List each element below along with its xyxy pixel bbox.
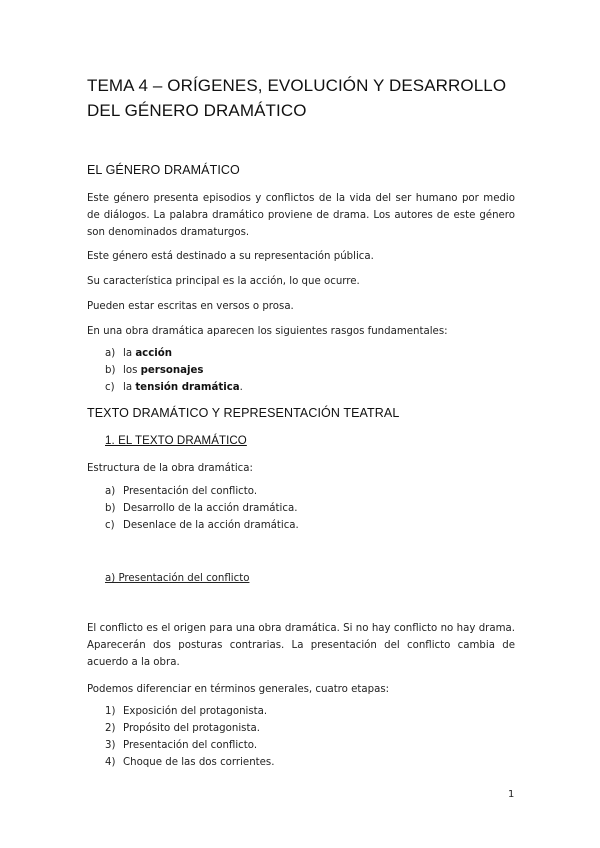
list-item-trait: a) la acción — [105, 348, 173, 359]
paragraph-estructura: Estructura de la obra dramática: — [87, 463, 253, 474]
paragraph-rasgos: En una obra dramática aparecen los siguientes rasgos fundamentales: — [87, 326, 448, 337]
list-item-stage: 3) Presentación del conflicto. — [105, 740, 258, 751]
paragraph-verso-prosa: Pueden estar escritas en versos o prosa. — [87, 301, 294, 312]
paragraph-destinado: Este género está destinado a su representación pública. — [87, 251, 374, 262]
document-title: TEMA 4 – ORÍGENES, EVOLUCIÓN Y DESARROLLO DEL GÉNERO DRAMÁTICO — [87, 76, 507, 120]
list-item-structure: a) Presentación del conflicto. — [105, 486, 258, 497]
list-item-structure: c) Desenlace de la acción dramática. — [105, 520, 299, 531]
paragraph-etapas: Podemos diferenciar en términos generales, cuatro etapas: — [87, 684, 390, 695]
list-item-stage: 1) Exposición del protagonista. — [105, 706, 268, 717]
section-heading-genero: EL GÉNERO DRAMÁTICO — [87, 163, 240, 177]
paragraph-caracteristica: Su característica principal es la acción, lo que ocurre. — [87, 276, 360, 287]
subsection-presentacion-conflicto: a) Presentación del conflicto — [105, 573, 250, 584]
paragraph-genero-intro: Este género presenta episodios y conflictos de la vida del ser humano por medio de diálogos. La palabra dramático proviene de drama. Los autores de este género son denominados dramaturgos. — [87, 193, 515, 238]
list-item-trait: b) los personajes — [105, 365, 204, 376]
list-item-stage: 4) Choque de las dos corrientes. — [105, 757, 275, 768]
section-heading-texto: TEXTO DRAMÁTICO Y REPRESENTACIÓN TEATRAL — [87, 406, 400, 420]
page-number: 1 — [508, 789, 515, 800]
list-item-stage: 2) Propósito del protagonista. — [105, 723, 260, 734]
list-item-trait: c) la tensión dramática. — [105, 382, 243, 393]
subheading-texto-dramatico: 1. EL TEXTO DRAMÁTICO — [105, 435, 247, 447]
paragraph-conflicto: El conflicto es el origen para una obra dramática. Si no hay conflicto no hay drama. Aparecerán dos posturas contrarias. La presentación del conflicto cambia de acuerdo a la obra. — [87, 623, 515, 668]
list-item-structure: b) Desarrollo de la acción dramática. — [105, 503, 298, 514]
